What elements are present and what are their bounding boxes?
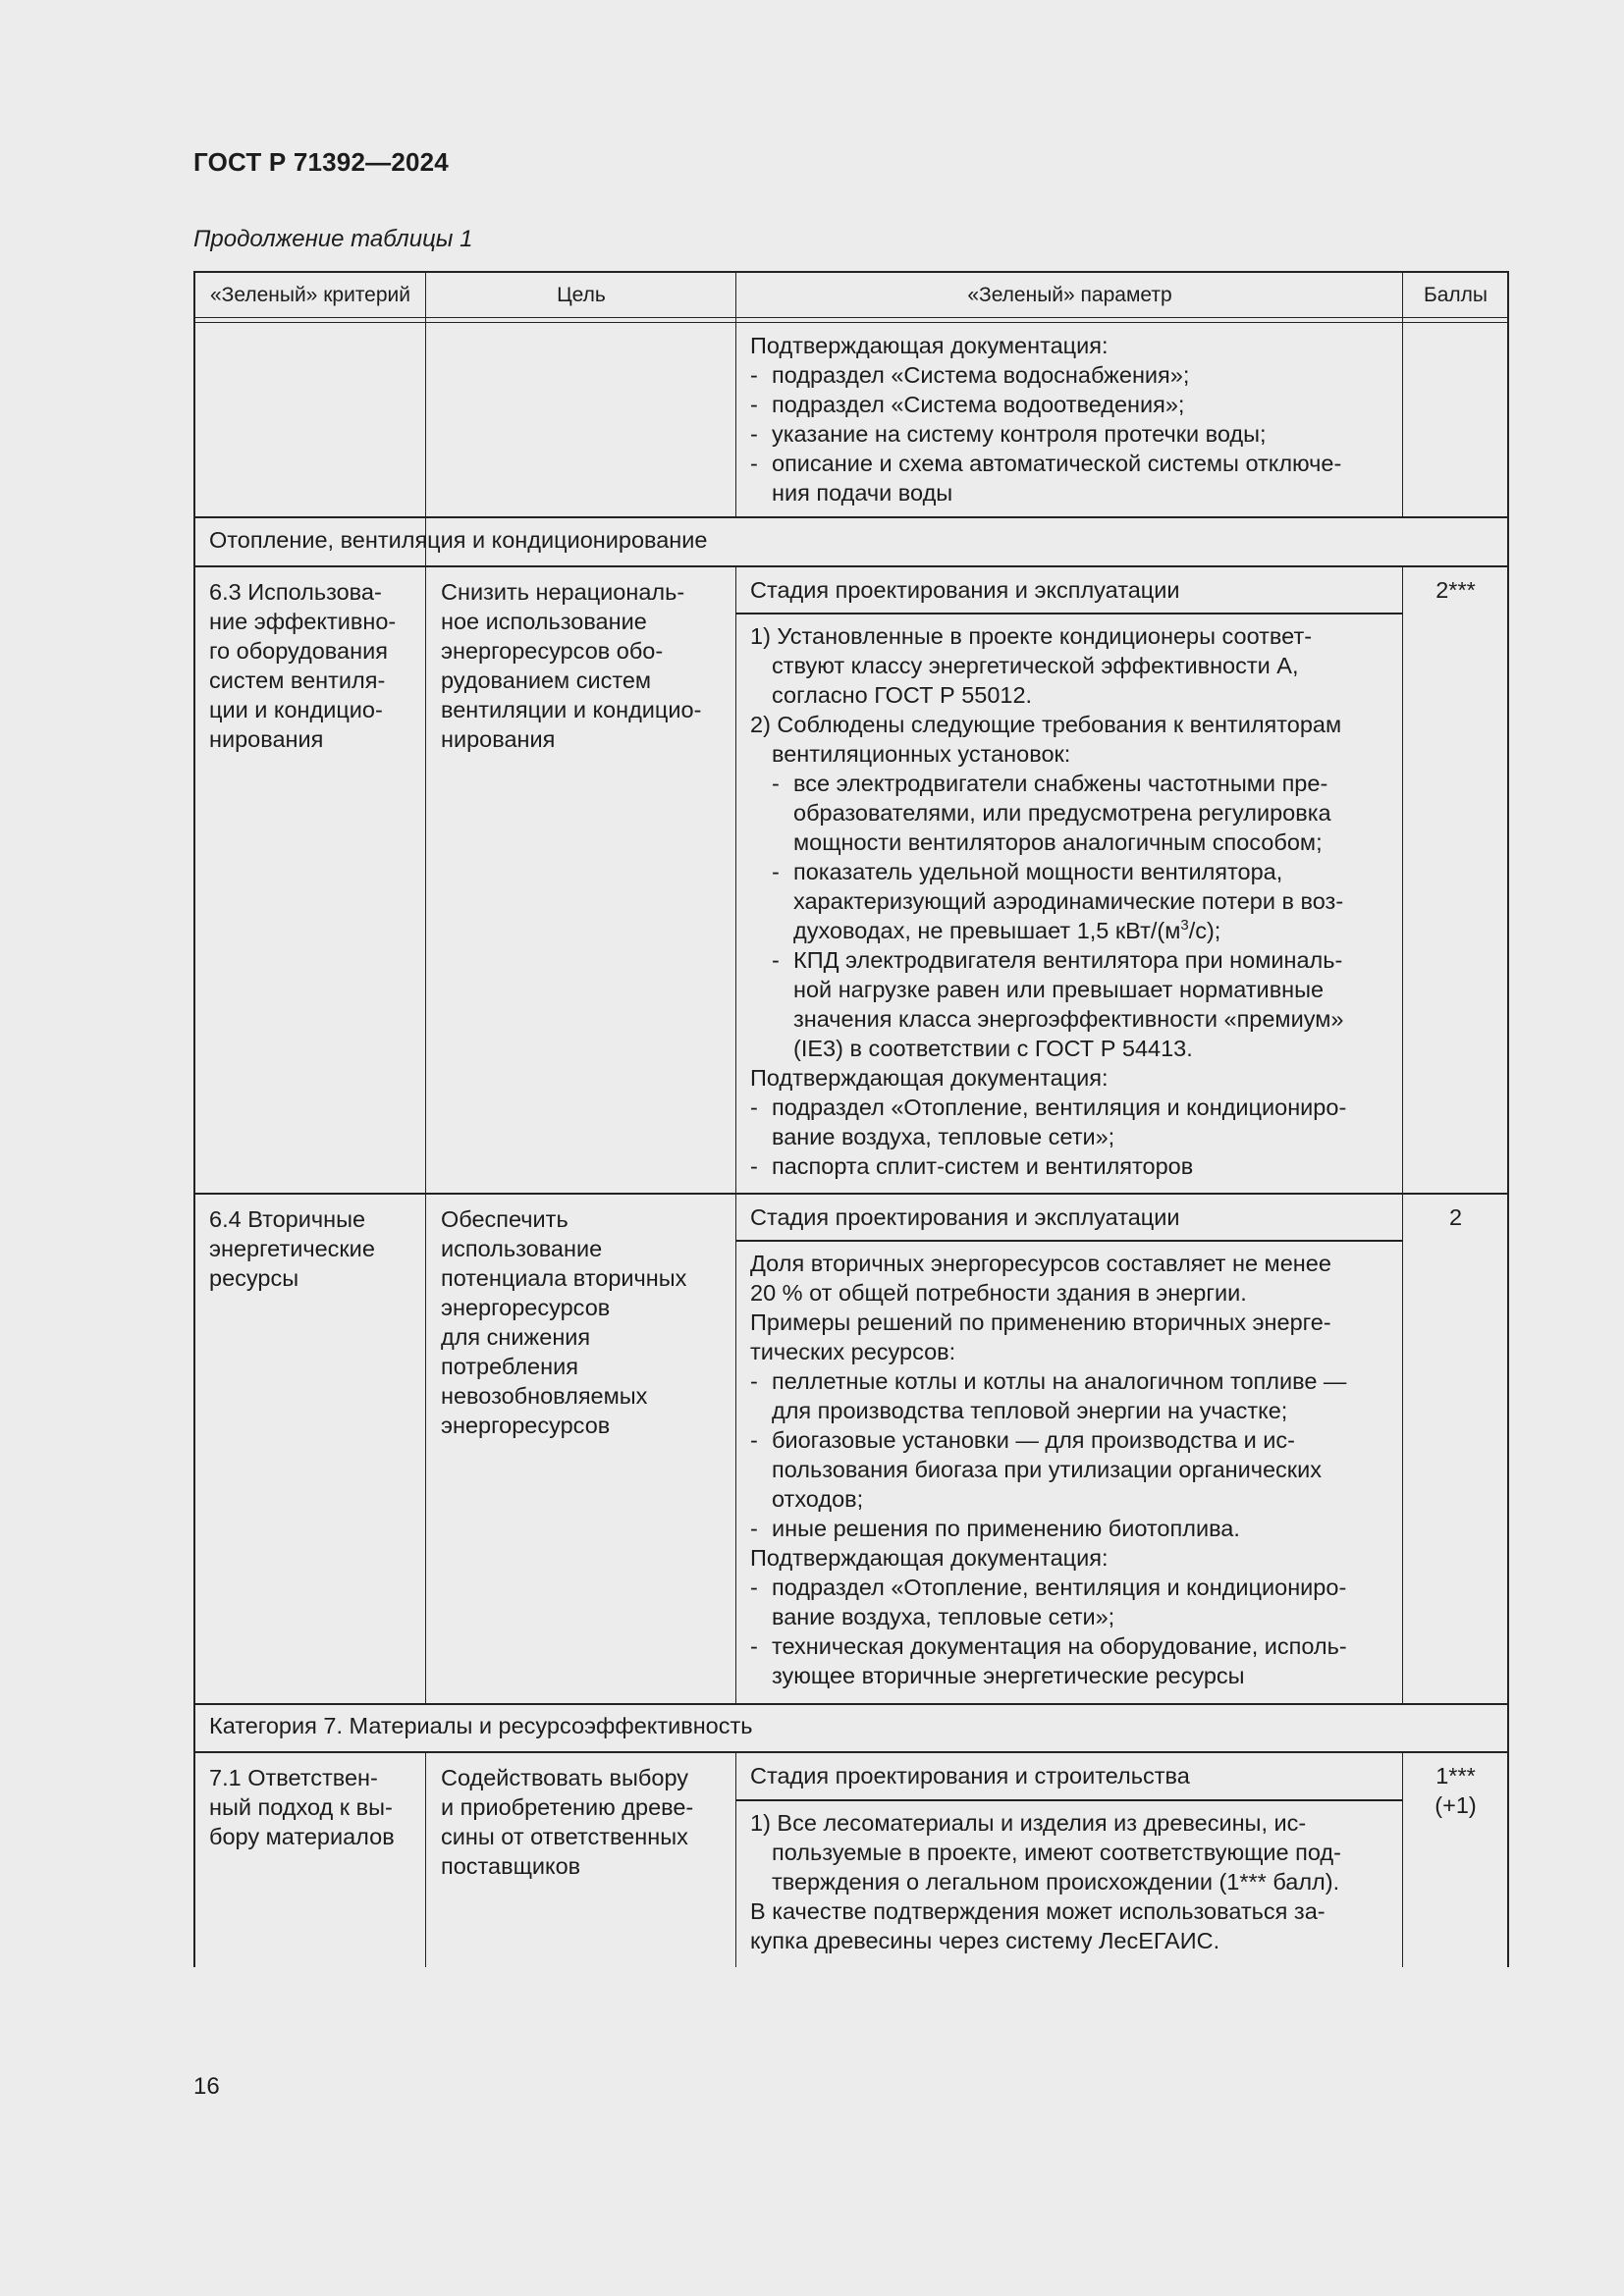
rule-col2-a — [735, 271, 736, 516]
score-7-1: 1*** (+1) — [1435, 1763, 1477, 1818]
list-item: - биогазовые установки — для производства и ис- — [750, 1427, 1295, 1453]
rule-col1-a — [425, 271, 426, 565]
page-number: 16 — [193, 2073, 220, 2100]
rule-section-2 — [193, 1751, 1509, 1753]
parameter-6-3: 1) Установленные в проекте кондиционеры соответ- ствуют классу энергетической эффективности А, согласно ГОСТ Р 55012. 2) Соблюдены следующие требования к вентиляторам вентиляционных установок: - все электродвигатели снабжены частотными пре- образователями, или предусмотрена регулировка мощности вентиляторов аналогичным способом; - показатель удельной мощности вентилятора, характеризующий аэродинамические потери в воз- духоводах, не превышает 1,5 кВт/$(м^3/с)$; - КПД электродвигателя вентилятора при номиналь- ной нагрузке равен или превышает нормативные значения класса энергоэффективности «премиум» (IE3) в соответствии с ГОСТ Р 54413. Подтверждающая документация: - подраздел «Отопление, вентиляция и кондициониро- вание воздуха, тепловые сети»; - паспорта сплит-систем и вентиляторов — [750, 623, 1347, 1179]
rule-col2-rows — [735, 565, 736, 1703]
rule-section-1 — [193, 565, 1509, 567]
list-item: - паспорта сплит-систем и вентиляторов — [750, 1153, 1194, 1179]
section-heading-ovk: Отопление, вентиляция и кондиционирование — [209, 527, 708, 553]
stage-6-3: Стадия проектирования и эксплуатации — [750, 577, 1180, 603]
column-header-criterion: «Зеленый» критерий — [209, 284, 410, 306]
score-6-3: 2*** — [1435, 577, 1476, 603]
rule-stage-2 — [735, 1240, 1403, 1242]
rule-right — [1507, 271, 1509, 1967]
docs-title: Подтверждающая документация: — [750, 333, 1109, 358]
column-header-score: Баллы — [1423, 284, 1489, 306]
rule-row-63 — [193, 1193, 1509, 1195]
stage-7-1: Стадия проектирования и строительства — [750, 1763, 1190, 1789]
continuation-parameter — [750, 331, 1341, 507]
criterion-6-4: 6.4 Вторичные энергетические ресурсы — [209, 1206, 375, 1291]
rule-col3-71 — [1402, 1751, 1403, 1967]
rule-row-64 — [193, 1703, 1509, 1705]
list-item: - подраздел «Отопление, вентиляция и кондициониро- — [750, 1095, 1347, 1120]
list-item: - подраздел «Отопление, вентиляция и кондициониро- — [750, 1575, 1347, 1600]
rule-header-2 — [193, 322, 1509, 323]
list-item-continued: ния подачи воды — [772, 480, 953, 506]
criterion-7-1: 7.1 Ответствен- ный подход к вы- бору материалов — [209, 1765, 395, 1849]
list-item: - подраздел «Система водоотведения»; — [750, 392, 1185, 417]
list-item: - подраздел «Система водоснабжения»; — [750, 362, 1190, 388]
rule-col3-a — [1402, 271, 1403, 516]
criteria-table — [193, 271, 1509, 1967]
goal-7-1: Содействовать выбору и приобретению древе- сины от ответственных поставщиков — [441, 1765, 694, 1879]
rule-row-1 — [193, 516, 1509, 518]
criterion-6-3: 6.3 Использова- ние эффективно- го оборудования систем вентиля- ции и кондицио- нирования — [209, 579, 397, 752]
rule-col3-rows — [1402, 565, 1403, 1703]
list-item: - описание и схема автоматической системы отключе- — [750, 451, 1342, 476]
rule-left — [193, 271, 195, 1967]
list-item: - КПД электродвигателя вентилятора при номиналь- — [772, 947, 1343, 973]
rule-stage-1 — [735, 613, 1403, 614]
goal-6-3: Снизить нерациональ- ное использование энергоресурсов обо- рудованием систем вентиляции и кондицио- нирования — [441, 579, 702, 752]
score-6-4: 2 — [1448, 1204, 1463, 1230]
document-header: ГОСТ Р 71392—2024 — [193, 147, 449, 177]
list-item: - пеллетные котлы и котлы на аналогичном топливе — — [750, 1368, 1347, 1394]
column-header-parameter: «Зеленый» параметр — [967, 284, 1172, 306]
stage-6-4: Стадия проектирования и эксплуатации — [750, 1204, 1180, 1230]
rule-col1-71 — [425, 1751, 426, 1967]
goal-6-4: Обеспечить использование потенциала вторичных энергоресурсов для снижения потребления невозобновляемых энергоресурсов — [441, 1206, 687, 1438]
parameter-7-1: 1) Все лесоматериалы и изделия из древесины, ис- пользуемые в проекте, имеют соответствующие под- тверждения о легальном происхождении (1*** балл). В качестве подтверждения может использоваться за- купка древесины через систему ЛесЕГАИС. — [750, 1810, 1341, 1953]
parameter-6-4: Доля вторичных энергоресурсов составляет не менее 20 % от общей потребности здания в энергии. Примеры решений по применению вторичных энерге- тических ресурсов: - пеллетные котлы и котлы на аналогичном топливе — для производства тепловой энергии на участке; - биогазовые установки — для производства и ис- пользования биогаза при утилизации органических отходов; - иные решения по применению биотоплива. Подтверждающая документация: - подраздел «Отопление, вентиляция и кондициониро- вание воздуха, тепловые сети»; - техническая документация на оборудование, исполь- зующее вторичные энергетические ресурсы — [750, 1251, 1347, 1688]
list-item: - показатель удельной мощности вентилятора, — [772, 859, 1283, 884]
rule-stage-3 — [735, 1799, 1403, 1801]
section-heading-category-7: Категория 7. Материалы и ресурсоэффективность — [209, 1713, 753, 1738]
list-item: - все электродвигатели снабжены частотными пре- — [772, 771, 1328, 796]
list-item: - иные решения по применению биотоплива. — [750, 1516, 1240, 1541]
rule-col1-rows — [425, 565, 426, 1703]
rule-col2-71 — [735, 1751, 736, 1967]
list-item: - техническая документация на оборудование, исполь- — [750, 1633, 1347, 1659]
column-header-goal: Цель — [557, 284, 606, 306]
list-item: - указание на систему контроля протечки воды; — [750, 421, 1267, 447]
table-caption: Продолжение таблицы 1 — [193, 226, 473, 252]
